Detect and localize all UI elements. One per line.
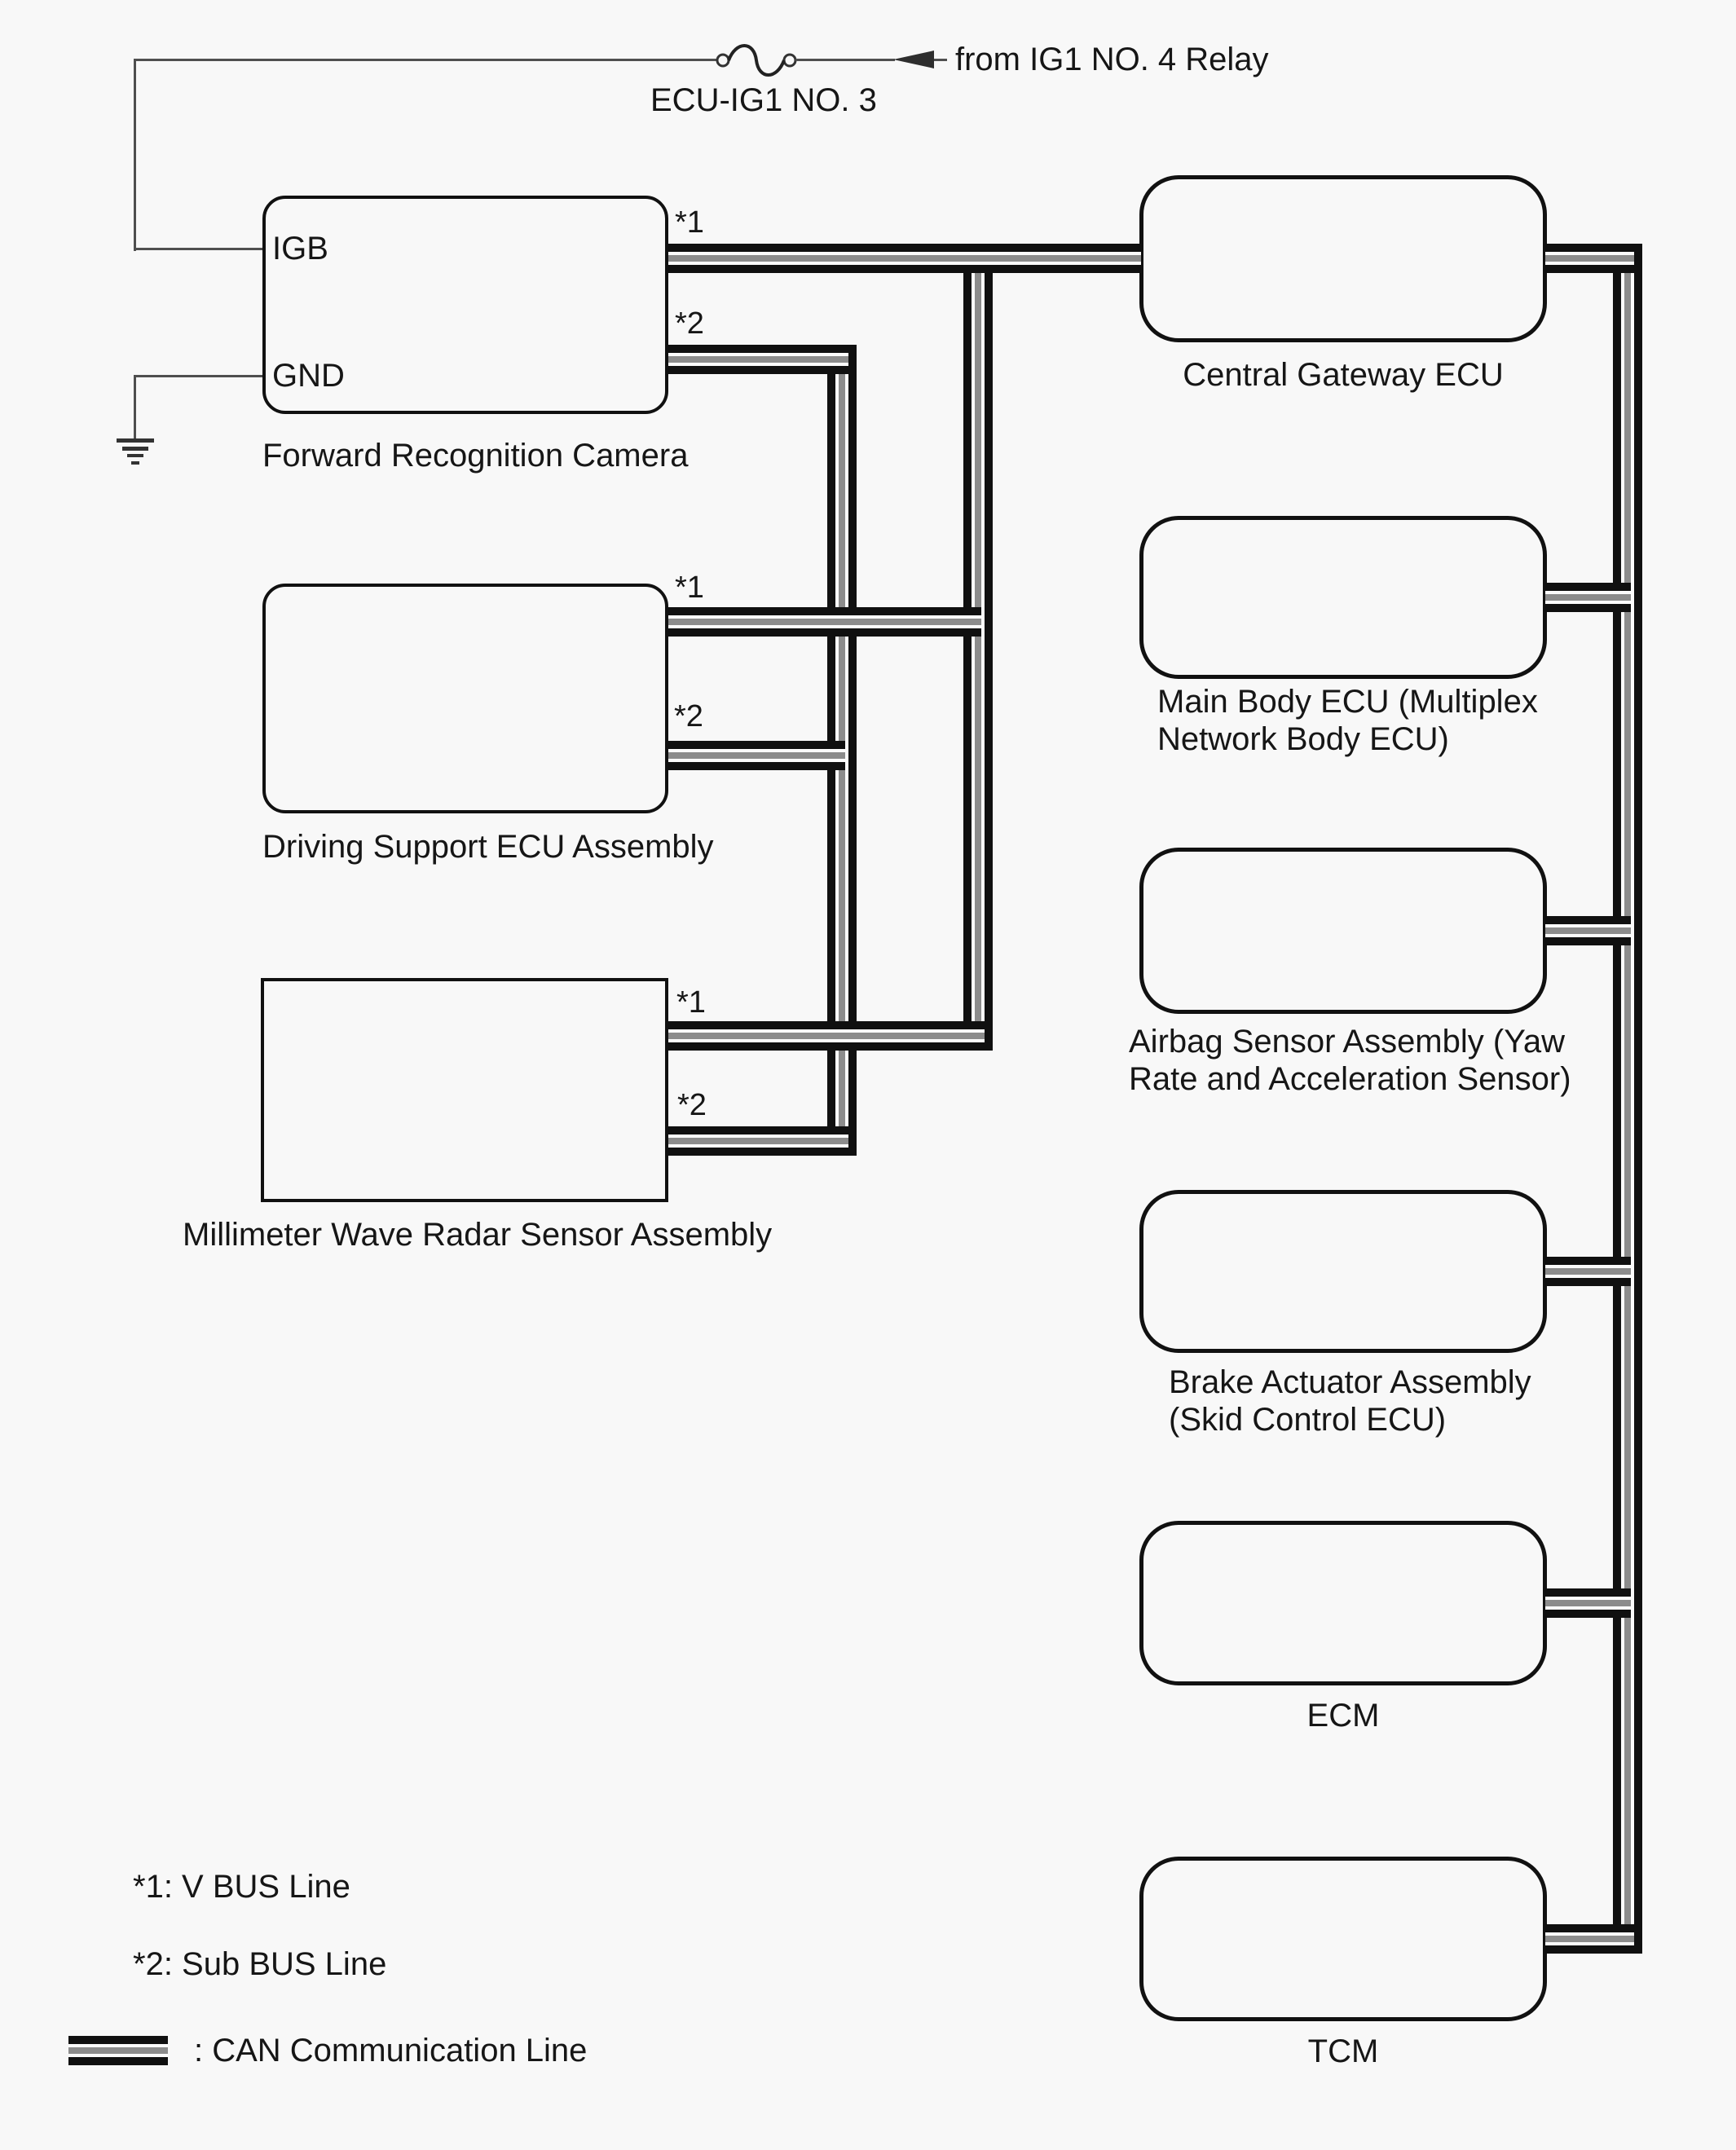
camera-v-bus-line xyxy=(668,244,1141,273)
tcm-label: TCM xyxy=(1307,2033,1379,2069)
camera-label: Forward Recognition Camera xyxy=(262,438,689,474)
can-line-symbol-icon xyxy=(68,2036,168,2065)
relay-source-label: from IG1 NO. 4 Relay xyxy=(955,42,1269,77)
ecm-box xyxy=(1139,1521,1547,1685)
driving-sub-bus-tag: *2 xyxy=(674,699,703,734)
arrow-tail-wire xyxy=(934,59,947,61)
radar-v-bus-line xyxy=(668,1021,993,1051)
radar-sub-bus-line xyxy=(668,1126,857,1156)
brake-can-stub xyxy=(1545,1257,1631,1286)
elbow-patch xyxy=(985,1021,993,1051)
main-body-can-stub xyxy=(1545,583,1631,612)
elbow-patch xyxy=(1634,1924,1642,1954)
airbag-box xyxy=(1139,848,1547,1014)
radar-sub-bus-tag: *2 xyxy=(677,1088,707,1122)
airbag-label-line1: Airbag Sensor Assembly (Yaw xyxy=(1129,1024,1566,1060)
elbow-patch xyxy=(1634,244,1642,273)
driving-sub-bus-line xyxy=(668,741,845,770)
elbow-patch xyxy=(848,345,857,374)
tcm-box xyxy=(1139,1857,1547,2021)
pin-label-igb: IGB xyxy=(272,231,328,267)
fuse-icon xyxy=(712,39,801,82)
power-wire-right xyxy=(795,59,895,61)
brake-label-line1: Brake Actuator Assembly xyxy=(1169,1364,1531,1400)
fuse-label: ECU-IG1 NO. 3 xyxy=(650,82,877,118)
airbag-can-stub xyxy=(1545,916,1631,945)
gnd-wire xyxy=(134,375,262,377)
camera-sub-bus-tag: *2 xyxy=(675,306,704,341)
radar-label: Millimeter Wave Radar Sensor Assembly xyxy=(183,1217,773,1253)
brake-label-line2: (Skid Control ECU) xyxy=(1169,1402,1447,1438)
radar-box xyxy=(261,978,668,1202)
power-wire-top xyxy=(134,59,717,61)
driving-support-label: Driving Support ECU Assembly xyxy=(262,829,714,865)
elbow-patch xyxy=(848,1126,857,1156)
arrow-left-icon xyxy=(893,51,934,68)
legend-can-note: : CAN Communication Line xyxy=(194,2033,588,2068)
can-trunk-line xyxy=(1613,244,1642,1954)
power-wire-left-vertical xyxy=(134,59,136,251)
legend-v-bus-note: *1: V BUS Line xyxy=(133,1869,350,1905)
driving-v-bus-tag: *1 xyxy=(675,571,704,605)
ecm-label: ECM xyxy=(1306,1698,1380,1734)
central-gateway-label: Central Gateway ECU xyxy=(1183,357,1504,393)
camera-sub-bus-line xyxy=(668,345,857,374)
ecm-can-stub xyxy=(1545,1588,1631,1618)
driving-support-box xyxy=(262,584,668,813)
main-body-label-line1: Main Body ECU (Multiplex xyxy=(1157,684,1538,720)
radar-v-bus-tag: *1 xyxy=(676,985,706,1020)
ground-wire-vertical xyxy=(134,375,136,440)
main-body-box xyxy=(1139,516,1547,679)
pin-label-gnd: GND xyxy=(272,358,345,394)
main-body-label-line2: Network Body ECU) xyxy=(1157,721,1449,757)
central-gateway-box xyxy=(1139,175,1547,342)
gateway-can-stub xyxy=(1545,244,1642,273)
legend-sub-bus-note: *2: Sub BUS Line xyxy=(133,1946,387,1982)
v-bus-trunk-line xyxy=(963,244,993,1051)
camera-v-bus-tag: *1 xyxy=(675,205,704,240)
airbag-label-line2: Rate and Acceleration Sensor) xyxy=(1129,1061,1571,1097)
brake-box xyxy=(1139,1190,1547,1353)
driving-v-bus-line xyxy=(668,607,981,637)
tcm-can-stub xyxy=(1545,1924,1642,1954)
igb-wire xyxy=(134,248,262,250)
